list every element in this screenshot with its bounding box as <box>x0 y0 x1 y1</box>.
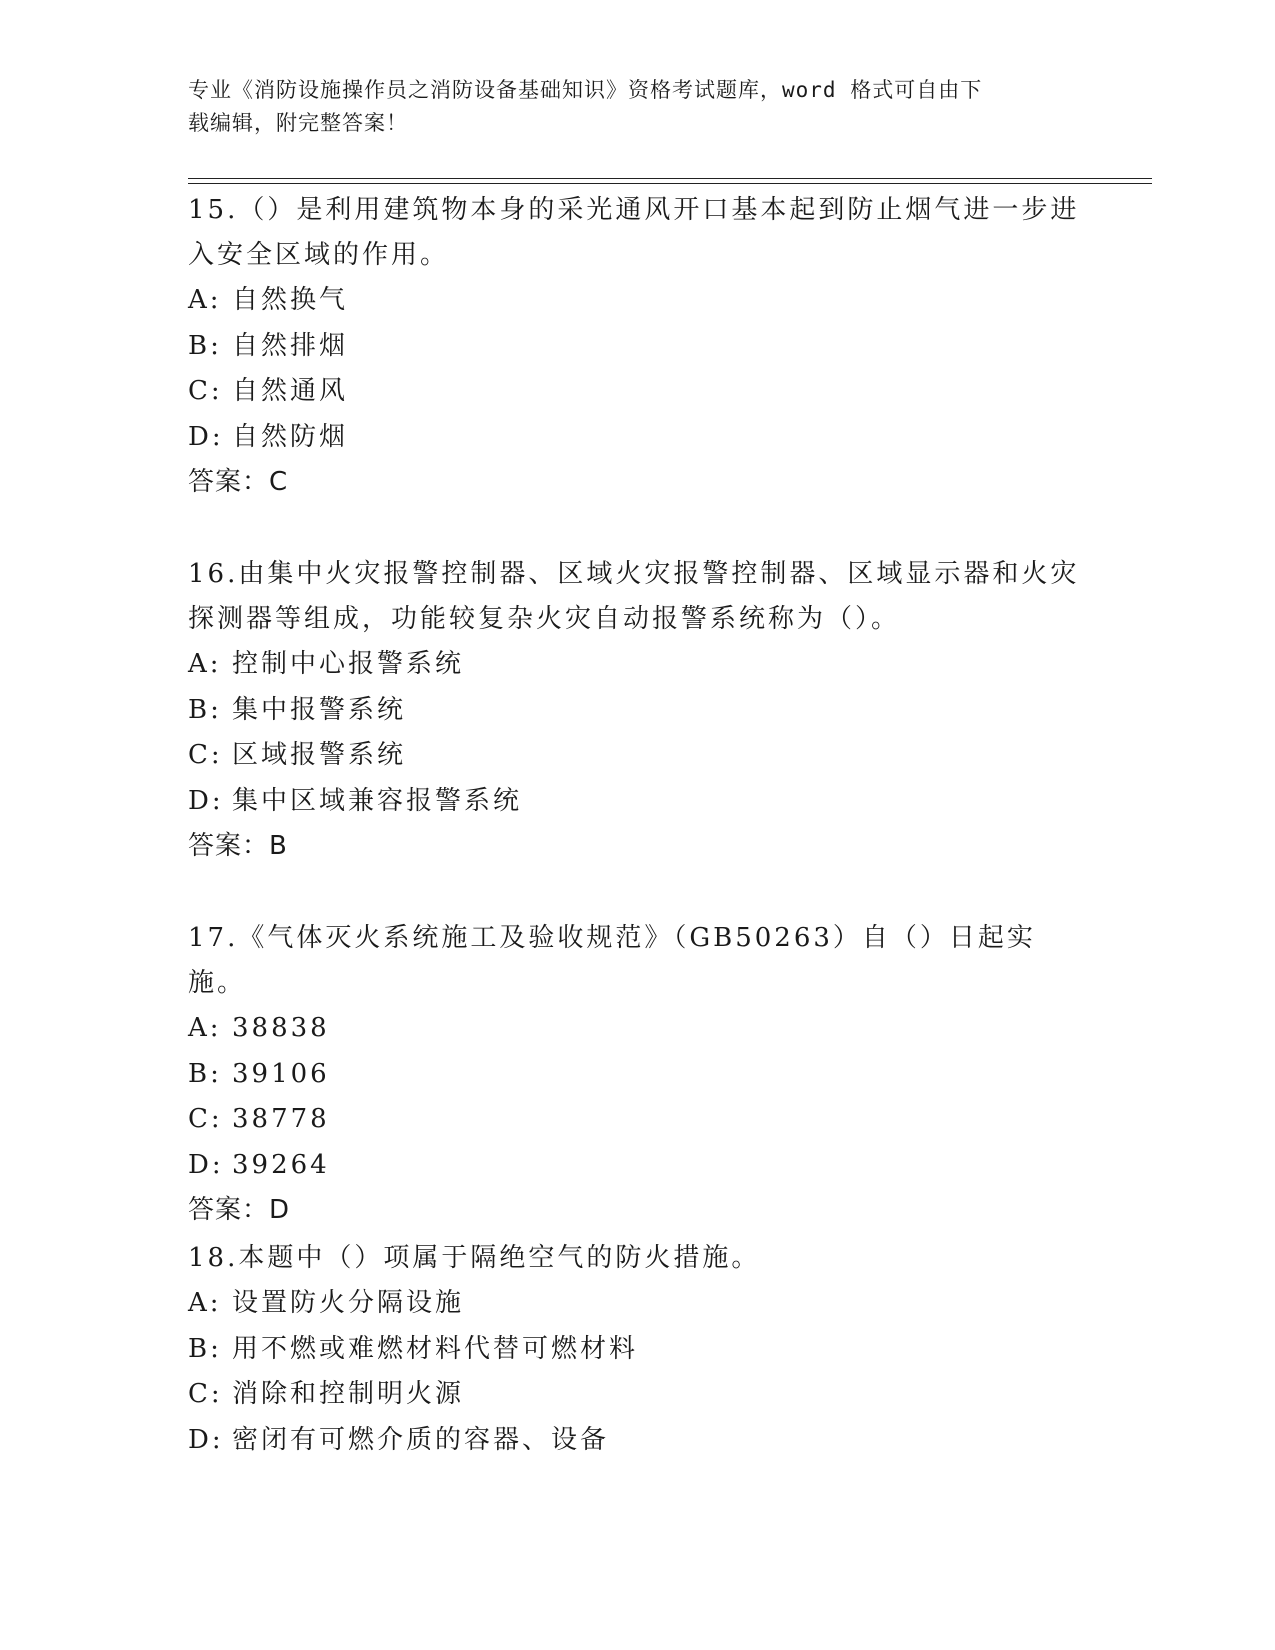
option-text: 38778 <box>232 1104 330 1134</box>
option-key: C: <box>188 1104 223 1134</box>
option-text: 自然排烟 <box>232 330 349 361</box>
option-key: C: <box>188 740 223 770</box>
header-divider-bottom <box>188 183 1152 184</box>
option-text: 设置防火分隔设施 <box>232 1288 465 1318</box>
question-stem-line: 17.《气体灭火系统施工及验收规范》（GB50263）自（）日起实施。 <box>188 923 1036 998</box>
option-key: A: <box>188 1288 222 1318</box>
question-stem <box>188 1236 1088 1281</box>
option-key: D: <box>188 421 224 452</box>
option-text: 集中区域兼容报警系统 <box>232 785 523 816</box>
question-stem <box>188 552 1088 642</box>
option-key: B: <box>188 330 222 361</box>
question-stem-line: 探测器等组成，功能较复杂火灾自动报警系统称为（）。 <box>188 604 901 634</box>
question-stem-line: 入安全区域的作用。 <box>188 240 450 270</box>
option-text: 39264 <box>232 1149 330 1180</box>
question-stem-line: 18.本题中（）项属于隔绝空气的防火措施。 <box>188 1243 761 1273</box>
option-text: 自然防烟 <box>232 421 349 452</box>
option-text: 39106 <box>232 1058 330 1089</box>
option-key: D: <box>188 1149 224 1180</box>
option-text: 密闭有可燃介质的容器、设备 <box>232 1424 610 1455</box>
option-a <box>188 1006 1088 1052</box>
option-a <box>188 278 1088 324</box>
question-16 <box>188 552 1088 869</box>
header-divider-top <box>188 178 1152 179</box>
option-d <box>188 415 1088 461</box>
option-b <box>188 1327 1088 1373</box>
option-key: A: <box>188 649 222 679</box>
option-c <box>188 369 1088 415</box>
option-c <box>188 1097 1088 1143</box>
answer: 答案：C <box>188 467 289 497</box>
option-text: 控制中心报警系统 <box>232 649 465 679</box>
option-text: 消除和控制明火源 <box>232 1379 465 1409</box>
option-a <box>188 642 1088 688</box>
option-text: 自然通风 <box>232 376 349 406</box>
question-stem <box>188 188 1088 278</box>
option-c <box>188 1372 1088 1418</box>
option-key: C: <box>188 1379 223 1409</box>
question-stem <box>188 916 1088 1006</box>
document-header <box>188 74 1088 140</box>
option-key: B: <box>188 1058 222 1089</box>
option-b <box>188 1052 1088 1098</box>
option-d <box>188 779 1088 825</box>
option-key: B: <box>188 694 222 725</box>
option-key: A: <box>188 1013 222 1043</box>
option-key: D: <box>188 1424 224 1455</box>
question-stem-line: 16.由集中火灾报警控制器、区域火灾报警控制器、区域显示器和火灾 <box>188 559 1080 589</box>
option-text: 区域报警系统 <box>232 740 407 770</box>
option-key: A: <box>188 285 222 315</box>
option-a <box>188 1281 1088 1327</box>
header-line-2: 载编辑，附完整答案！ <box>188 111 408 135</box>
option-key: B: <box>188 1333 222 1364</box>
option-text: 集中报警系统 <box>232 694 407 725</box>
question-18 <box>188 1236 1088 1463</box>
option-d <box>188 1143 1088 1189</box>
option-c <box>188 733 1088 779</box>
answer: 答案：D <box>188 1195 291 1225</box>
option-b <box>188 324 1088 370</box>
option-text: 38838 <box>232 1013 330 1043</box>
option-key: D: <box>188 785 224 816</box>
answer: 答案：B <box>188 831 288 861</box>
option-b <box>188 688 1088 734</box>
option-d <box>188 1418 1088 1464</box>
option-text: 用不燃或难燃材料代替可燃材料 <box>232 1333 639 1364</box>
question-15 <box>188 188 1088 505</box>
option-key: C: <box>188 376 223 406</box>
question-stem-line: 15.（）是利用建筑物本身的采光通风开口基本起到防止烟气进一步进 <box>188 195 1080 225</box>
header-line-1: 专业《消防设施操作员之消防设备基础知识》资格考试题库，word 格式可自由下 <box>188 78 983 102</box>
question-17 <box>188 916 1088 1233</box>
option-text: 自然换气 <box>232 285 349 315</box>
